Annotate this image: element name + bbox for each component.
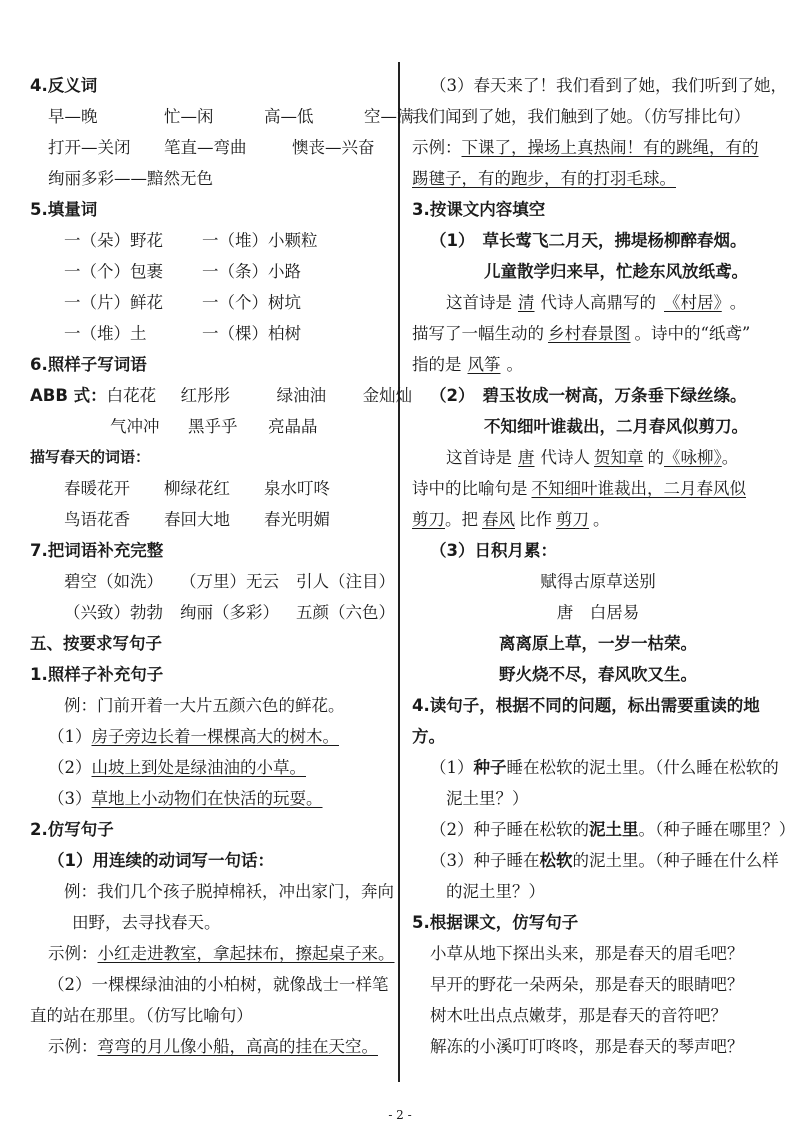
example-sentence: 例：我们几个孩子脱掉棉袄，冲出家门，奔向 [64, 882, 394, 901]
section-title-word-patterns: 6.照样子写词语 [30, 355, 147, 374]
desc-text: 。 [506, 355, 523, 374]
stress-item [412, 845, 784, 876]
measure-item: 一（个）包裹 [64, 262, 163, 281]
complete-word: 碧空（如洗） [64, 572, 163, 591]
item-number: （1） [48, 727, 92, 746]
demo-label: 示例： [48, 944, 98, 963]
desc-text: 。诗中的“纸鸢” [634, 324, 751, 343]
antonym-pair: 笔直—弯曲 [164, 138, 247, 157]
abb-row [30, 411, 390, 442]
section-title-stress-reading: 4.读句子，根据不同的问题，标出需要重读的地 [412, 696, 760, 715]
section-title-imitate-sentences: 2.仿写句子 [30, 820, 114, 839]
page-number: - 2 - [388, 1108, 412, 1122]
poem-author: 唐 白居易 [556, 603, 640, 622]
stress-item-cont: 的泥土里？） [446, 882, 545, 901]
abb-label: ABB 式： [30, 386, 107, 405]
desc-text: 比作 [519, 510, 552, 529]
poem-description [412, 473, 784, 504]
demo-line [30, 938, 395, 969]
measure-row [30, 287, 390, 318]
prompt-line: （3）春天来了！我们看到了她，我们听到了她， [430, 76, 787, 95]
abb-word: 白花花 [106, 386, 157, 405]
abb-word: 红彤彤 [180, 386, 231, 405]
spring-word: 春光明媚 [264, 510, 330, 529]
item-text: （2）种子睡在松软的 [430, 820, 589, 839]
measure-item: 一（棵）柏树 [202, 324, 301, 343]
demo-line [30, 1031, 390, 1062]
measure-item: 一（堆）小颗粒 [202, 231, 318, 250]
section-title-complete-sentences: 1.照样子补充句子 [30, 665, 164, 684]
column-divider [398, 62, 400, 1082]
demo-label: 示例： [412, 138, 462, 157]
part-five-title: 五、按要求写句子 [30, 634, 162, 653]
desc-text: 这首诗是 [446, 448, 512, 467]
blank-answer: 风筝 [467, 355, 501, 374]
stress-item [412, 752, 784, 783]
stressed-word: 泥土里 [589, 820, 639, 839]
desc-text: 。把 [445, 510, 478, 529]
section-title-fill-by-text: 3.按课文内容填空 [412, 200, 546, 219]
measure-item: 一（片）鲜花 [64, 293, 163, 312]
measure-row [30, 225, 390, 256]
demo-line [412, 163, 784, 194]
spring-words-label: 描写春天的词语： [30, 448, 151, 466]
item-text: 的泥土里。（种子睡在什么样 [572, 851, 779, 870]
poem-line: 野火烧不尽，春风吹又生。 [499, 665, 697, 684]
antonym-pair: 忙—闲 [164, 107, 214, 126]
imitate-sentence: 树木吐出点点嫩芽，那是春天的音符吧？ [430, 1006, 727, 1025]
answer-text: 小红走进教室，拿起抹布，擦起桌子来。 [97, 944, 395, 963]
demo-label: 示例： [48, 1037, 98, 1056]
answer-text: 下课了，操场上真热闹！有的跳绳，有的 [461, 138, 759, 157]
desc-text: 。 [593, 510, 610, 529]
section-title-complete-words: 7.把词语补充完整 [30, 541, 164, 560]
section-title-measure-words: 5.填量词 [30, 200, 98, 219]
section-title-antonyms: 4.反义词 [30, 76, 98, 95]
answer-text: 弯弯的月儿像小船，高高的挂在天空。 [97, 1037, 378, 1056]
blank-answer: 唐 [518, 448, 535, 467]
poem-text: 碧玉妆成一树高，万条垂下绿丝绦。 [482, 386, 747, 405]
subsection-title: （3）日积月累： [430, 541, 557, 560]
complete-row [30, 597, 395, 628]
poem-line: 不知细叶谁裁出，二月春风似剪刀。 [484, 417, 748, 436]
desc-text: 描写了一幅生动的 [412, 324, 544, 343]
poem-line: 儿童散学归来早，忙趁东风放纸鸢。 [484, 262, 748, 281]
poem-description [412, 287, 784, 318]
spring-word: 春回大地 [164, 510, 230, 529]
poem-line [412, 380, 784, 411]
antonym-pair: 懊丧—兴奋 [292, 138, 375, 157]
section-title-imitate-by-text: 5.根据课文，仿写句子 [412, 913, 579, 932]
stressed-word: 种子 [473, 758, 507, 777]
antonym-pair: 绚丽多彩——黯然无色 [48, 169, 213, 188]
prompt-line: 我们闻到了她，我们触到了她。（仿写排比句） [412, 107, 751, 126]
right-column [412, 70, 796, 1062]
spring-row [30, 473, 390, 504]
answer-text: 草地上小动物们在快活的玩耍。 [91, 789, 323, 808]
blank-answer: 清 [518, 293, 535, 312]
spring-word: 鸟语花香 [64, 510, 130, 529]
poem-text: 草长莺飞二月天，拂堤杨柳醉春烟。 [482, 231, 747, 250]
abb-word: 金灿灿 [362, 386, 413, 405]
complete-row [30, 566, 395, 597]
poem-description [412, 442, 784, 473]
prompt-line: （2）一棵棵绿油油的小柏树，就像战士一样笔 [48, 975, 389, 994]
desc-text: 诗中的比喻句是 [412, 479, 528, 498]
stress-item [412, 814, 796, 845]
item-text: （3）种子睡在 [430, 851, 540, 870]
desc-text: 代诗人高鼎写的 [540, 293, 656, 312]
item-text: （1） [430, 758, 474, 777]
complete-word: 绚丽（多彩） [180, 603, 279, 622]
poem-line [412, 225, 784, 256]
blank-answer: 乡村春景图 [548, 324, 631, 343]
complete-word: （兴致）勃勃 [64, 603, 163, 622]
demo-line [412, 132, 784, 163]
antonym-pair: 高—低 [264, 107, 314, 126]
stressed-word: 松软 [539, 851, 573, 870]
spring-word: 柳绿花红 [164, 479, 230, 498]
prompt-line: 直的站在那里。（仿写比喻句） [30, 1006, 253, 1025]
antonym-row [30, 132, 390, 163]
blank-answer: 《村居》 [664, 293, 722, 312]
stress-item-cont: 泥土里？） [446, 789, 529, 808]
answer-text: 山坡上到处是绿油油的小草。 [91, 758, 306, 777]
measure-row [30, 256, 390, 287]
blank-answer: 不知细叶谁裁出，二月春风似 [531, 479, 746, 498]
measure-item: 一（条）小路 [202, 262, 301, 281]
imitate-sentence: 解冻的小溪叮叮咚咚，那是春天的琴声吧？ [430, 1037, 744, 1056]
complete-word: 引人（注目） [296, 572, 395, 591]
antonym-pair: 早—晚 [48, 107, 98, 126]
measure-item: 一（堆）土 [64, 324, 147, 343]
measure-row [30, 318, 390, 349]
spring-row [30, 504, 390, 535]
item-text: 。（种子睡在哪里？） [638, 820, 796, 839]
desc-text: 指的是 [412, 355, 462, 374]
example-sentence: 田野，去寻找春天。 [72, 913, 221, 932]
poem-line: 离离原上草，一岁一枯荣。 [499, 634, 697, 653]
blank-answer: 春风 [482, 510, 515, 529]
desc-text: 代诗人 [540, 448, 590, 467]
answer-line [30, 721, 390, 752]
complete-word: 五颜（六色） [296, 603, 395, 622]
answer-text: 踢毽子，有的跑步，有的打羽毛球。 [412, 169, 676, 188]
answer-line [30, 783, 390, 814]
poem-description [412, 349, 784, 380]
example-sentence: 例：门前开着一大片五颜六色的鲜花。 [64, 696, 345, 715]
abb-word: 亮晶晶 [268, 417, 318, 436]
desc-text: 。 [729, 293, 747, 312]
desc-text: 的 [647, 448, 664, 467]
poem-description [412, 504, 784, 535]
antonym-row [30, 101, 414, 132]
answer-line [30, 752, 390, 783]
abb-row [30, 380, 413, 411]
desc-text: 这首诗是 [446, 293, 512, 312]
blank-answer: 《咏柳》 [664, 448, 722, 467]
imitate-sentence: 小草从地下探出头来，那是春天的眉毛吧？ [430, 944, 744, 963]
item-number: （2） [48, 758, 92, 777]
item-number: （3） [48, 789, 92, 808]
blank-answer: 剪刀 [556, 510, 589, 529]
poem-title: 赋得古原草送别 [540, 572, 656, 591]
abb-word: 气冲冲 [110, 417, 160, 436]
measure-item: 一（朵）野花 [64, 231, 163, 250]
desc-text: 。 [721, 448, 739, 467]
complete-word: （万里）无云 [180, 572, 279, 591]
subsection-title: （1）用连续的动词写一句话： [48, 851, 274, 870]
antonym-row [30, 163, 390, 194]
spring-word: 泉水叮咚 [264, 479, 330, 498]
antonym-pair: 空—满 [364, 107, 414, 126]
item-number: （1） [430, 231, 475, 250]
antonym-pair: 打开—关闭 [48, 138, 131, 157]
item-text: 睡在松软的泥土里。（什么睡在松软的 [506, 758, 779, 777]
imitate-sentence: 早开的野花一朵两朵，那是春天的眼睛吧？ [430, 975, 744, 994]
measure-item: 一（个）树坑 [202, 293, 301, 312]
answer-text: 房子旁边长着一棵棵高大的树木。 [91, 727, 339, 746]
blank-answer: 贺知章 [594, 448, 644, 467]
blank-answer: 剪刀 [412, 510, 445, 529]
poem-description [412, 318, 784, 349]
item-number: （2） [430, 386, 475, 405]
abb-word: 黑乎乎 [188, 417, 238, 436]
spring-word: 春暖花开 [64, 479, 130, 498]
section-title-stress-reading-cont: 方。 [412, 727, 445, 746]
left-column [30, 70, 414, 1062]
abb-word: 绿油油 [276, 386, 327, 405]
